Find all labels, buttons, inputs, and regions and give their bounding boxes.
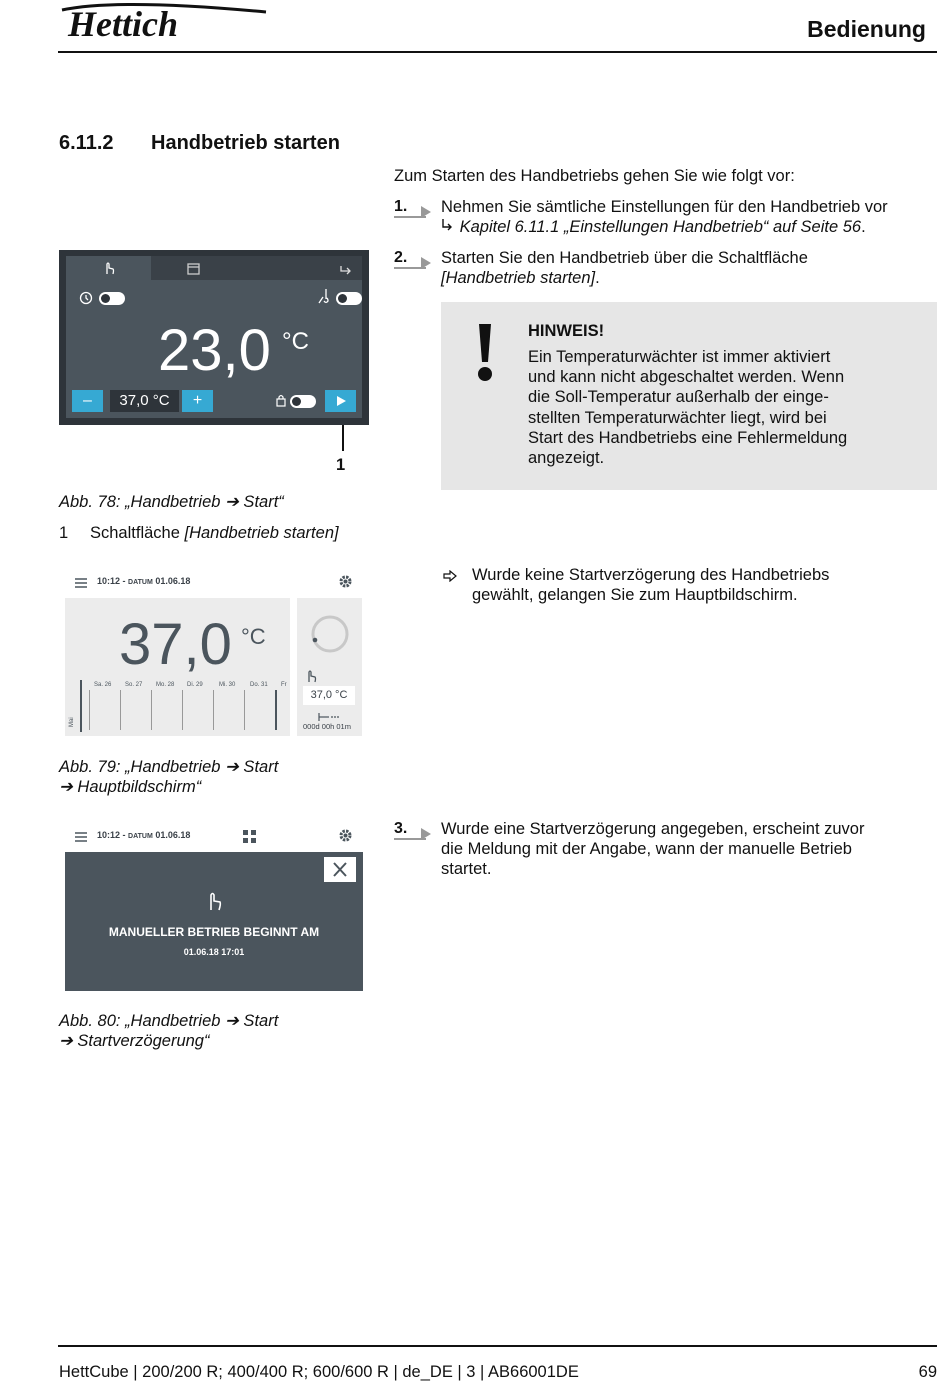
status-datetime: 10:12 - DATUM 01.06.18 xyxy=(97,830,191,840)
calendar-icon[interactable] xyxy=(187,262,200,280)
logo-text: Hettich xyxy=(68,4,178,42)
side-setpoint: 37,0 °C xyxy=(303,686,355,705)
close-button[interactable] xyxy=(324,857,356,882)
hettich-logo xyxy=(58,2,270,42)
figure-80-caption: Abb. 80: „Handbetrieb ➔ Start ➔ Startverzögerung“ xyxy=(59,1012,279,1050)
figure-79-caption: Abb. 79: „Handbetrieb ➔ Start ➔ Hauptbildschirm“ xyxy=(59,758,279,796)
step-arrow-icon xyxy=(421,206,431,218)
timer-icon xyxy=(79,291,93,310)
step-1-text: Nehmen Sie sämtliche Einstellungen für den Handbetrieb vor xyxy=(441,198,888,216)
step-3-text: Wurde eine Startverzögerung angegeben, erscheint zuvor die Meldung mit der Angabe, wann der manuelle Betrieb startet. xyxy=(441,820,865,878)
footer-rule xyxy=(58,1345,937,1347)
page-number: 69 xyxy=(918,1363,937,1381)
header-section-title: Bedienung xyxy=(807,16,926,42)
result-text: Wurde keine Startverzögerung des Handbetriebs gewählt, gelangen Sie zum Hauptbildschirm. xyxy=(472,566,830,604)
intro-text: Zum Starten des Handbetriebs gehen Sie wie folgt vor: xyxy=(394,167,795,185)
main-temperature: 37,0 xyxy=(119,612,232,677)
duration-value: 000d 00h 01m xyxy=(303,722,351,731)
day-label: Mi. 30 xyxy=(219,682,236,688)
day-label: Sa. 26 xyxy=(94,682,112,688)
current-time-marker xyxy=(275,690,277,730)
step-2-number: 2. xyxy=(394,249,430,267)
increase-button[interactable]: + xyxy=(182,390,213,412)
day-label: So. 27 xyxy=(125,682,143,688)
day-divider xyxy=(213,690,214,730)
day-divider xyxy=(182,690,183,730)
step-2-text: Starten Sie den Handbetrieb über die Schaltfläche xyxy=(441,249,808,267)
step-1-link-line: Kapitel 6.11.1 „Einstellungen Handbetrieb“ auf Seite 56. xyxy=(441,217,866,237)
footer-document-info: HettCube | 200/200 R; 400/400 R; 600/600 R | de_DE | 3 | AB66001DE xyxy=(59,1363,579,1381)
decrease-button[interactable]: – xyxy=(72,390,103,412)
start-delay-dialog xyxy=(65,852,363,991)
header-rule xyxy=(58,51,937,53)
lock-icon xyxy=(276,394,286,412)
lock-toggle[interactable] xyxy=(290,395,316,408)
monitor-toggle[interactable] xyxy=(336,292,362,305)
section-title: Handbetrieb starten xyxy=(151,132,340,154)
temperature-unit: °C xyxy=(282,328,309,355)
timer-toggle[interactable] xyxy=(99,292,125,305)
chapter-link[interactable]: Kapitel 6.11.1 „Einstellungen Handbetrieb“ auf Seite 56 xyxy=(459,218,862,236)
figure-78-screen xyxy=(59,250,369,425)
gear-icon[interactable] xyxy=(338,574,353,594)
day-divider xyxy=(120,690,121,730)
figure-79-screen xyxy=(59,567,364,737)
month-label: Mai xyxy=(69,717,75,727)
status-datetime: 10:12 - DATUM 01.06.18 xyxy=(97,576,191,586)
day-label: Fr xyxy=(281,682,287,688)
exclamation-icon xyxy=(476,322,494,382)
day-divider xyxy=(151,690,152,730)
callout-number: 1 xyxy=(336,456,346,474)
step-arrow-icon xyxy=(421,257,431,269)
callout-line xyxy=(342,425,344,451)
day-divider xyxy=(89,690,90,730)
start-manual-button[interactable] xyxy=(325,390,356,412)
menu-icon[interactable] xyxy=(74,830,88,848)
back-icon[interactable] xyxy=(338,262,352,280)
current-temperature: 23,0 xyxy=(158,318,271,383)
progress-ring-icon xyxy=(309,613,351,660)
main-temperature-unit: °C xyxy=(241,624,266,649)
day-label: Mo. 28 xyxy=(156,682,175,688)
tab-bar xyxy=(66,256,362,280)
result-arrow-icon xyxy=(443,569,457,587)
note-title: HINWEIS! xyxy=(528,322,605,340)
step-1-number: 1. xyxy=(394,198,430,216)
device-display xyxy=(66,256,362,418)
menu-icon[interactable] xyxy=(74,576,88,594)
temp-hand-icon xyxy=(316,287,334,310)
figure-78-legend-number: 1 xyxy=(59,524,69,542)
figure-80-screen xyxy=(59,822,364,992)
section-number: 6.11.2 xyxy=(59,132,114,154)
gear-icon[interactable] xyxy=(338,828,353,848)
figure-78-legend: Schaltfläche [Handbetrieb starten] xyxy=(90,524,339,542)
day-label: Di. 29 xyxy=(187,682,203,688)
figure-78-caption: Abb. 78: „Handbetrieb ➔ Start“ xyxy=(59,493,284,511)
grid-icon[interactable] xyxy=(242,829,257,849)
hand-icon xyxy=(102,261,116,280)
day-label: Do. 31 xyxy=(250,682,268,688)
link-arrow-icon xyxy=(441,217,455,237)
step-3-number: 3. xyxy=(394,820,430,838)
note-text: Ein Temperaturwächter ist immer aktiviert und kann nicht abgeschaltet werden. Wenn die Soll-Temperatur außerhalb der einge- stellten Temperaturwächter liegt, wird bei Start des Handbetriebs eine Fehlermeldung angezeigt. xyxy=(528,348,848,468)
step-2-button-ref: [Handbetrieb starten]. xyxy=(441,269,600,287)
day-divider xyxy=(244,690,245,730)
dialog-datetime: 01.06.18 17:01 xyxy=(183,947,245,957)
setpoint-display: 37,0 °C xyxy=(110,390,179,412)
dialog-message: MANUELLER BETRIEB BEGINNT AM xyxy=(108,925,320,939)
step-arrow-icon xyxy=(421,828,431,840)
day-timeline xyxy=(80,680,288,732)
hand-icon xyxy=(205,890,223,917)
